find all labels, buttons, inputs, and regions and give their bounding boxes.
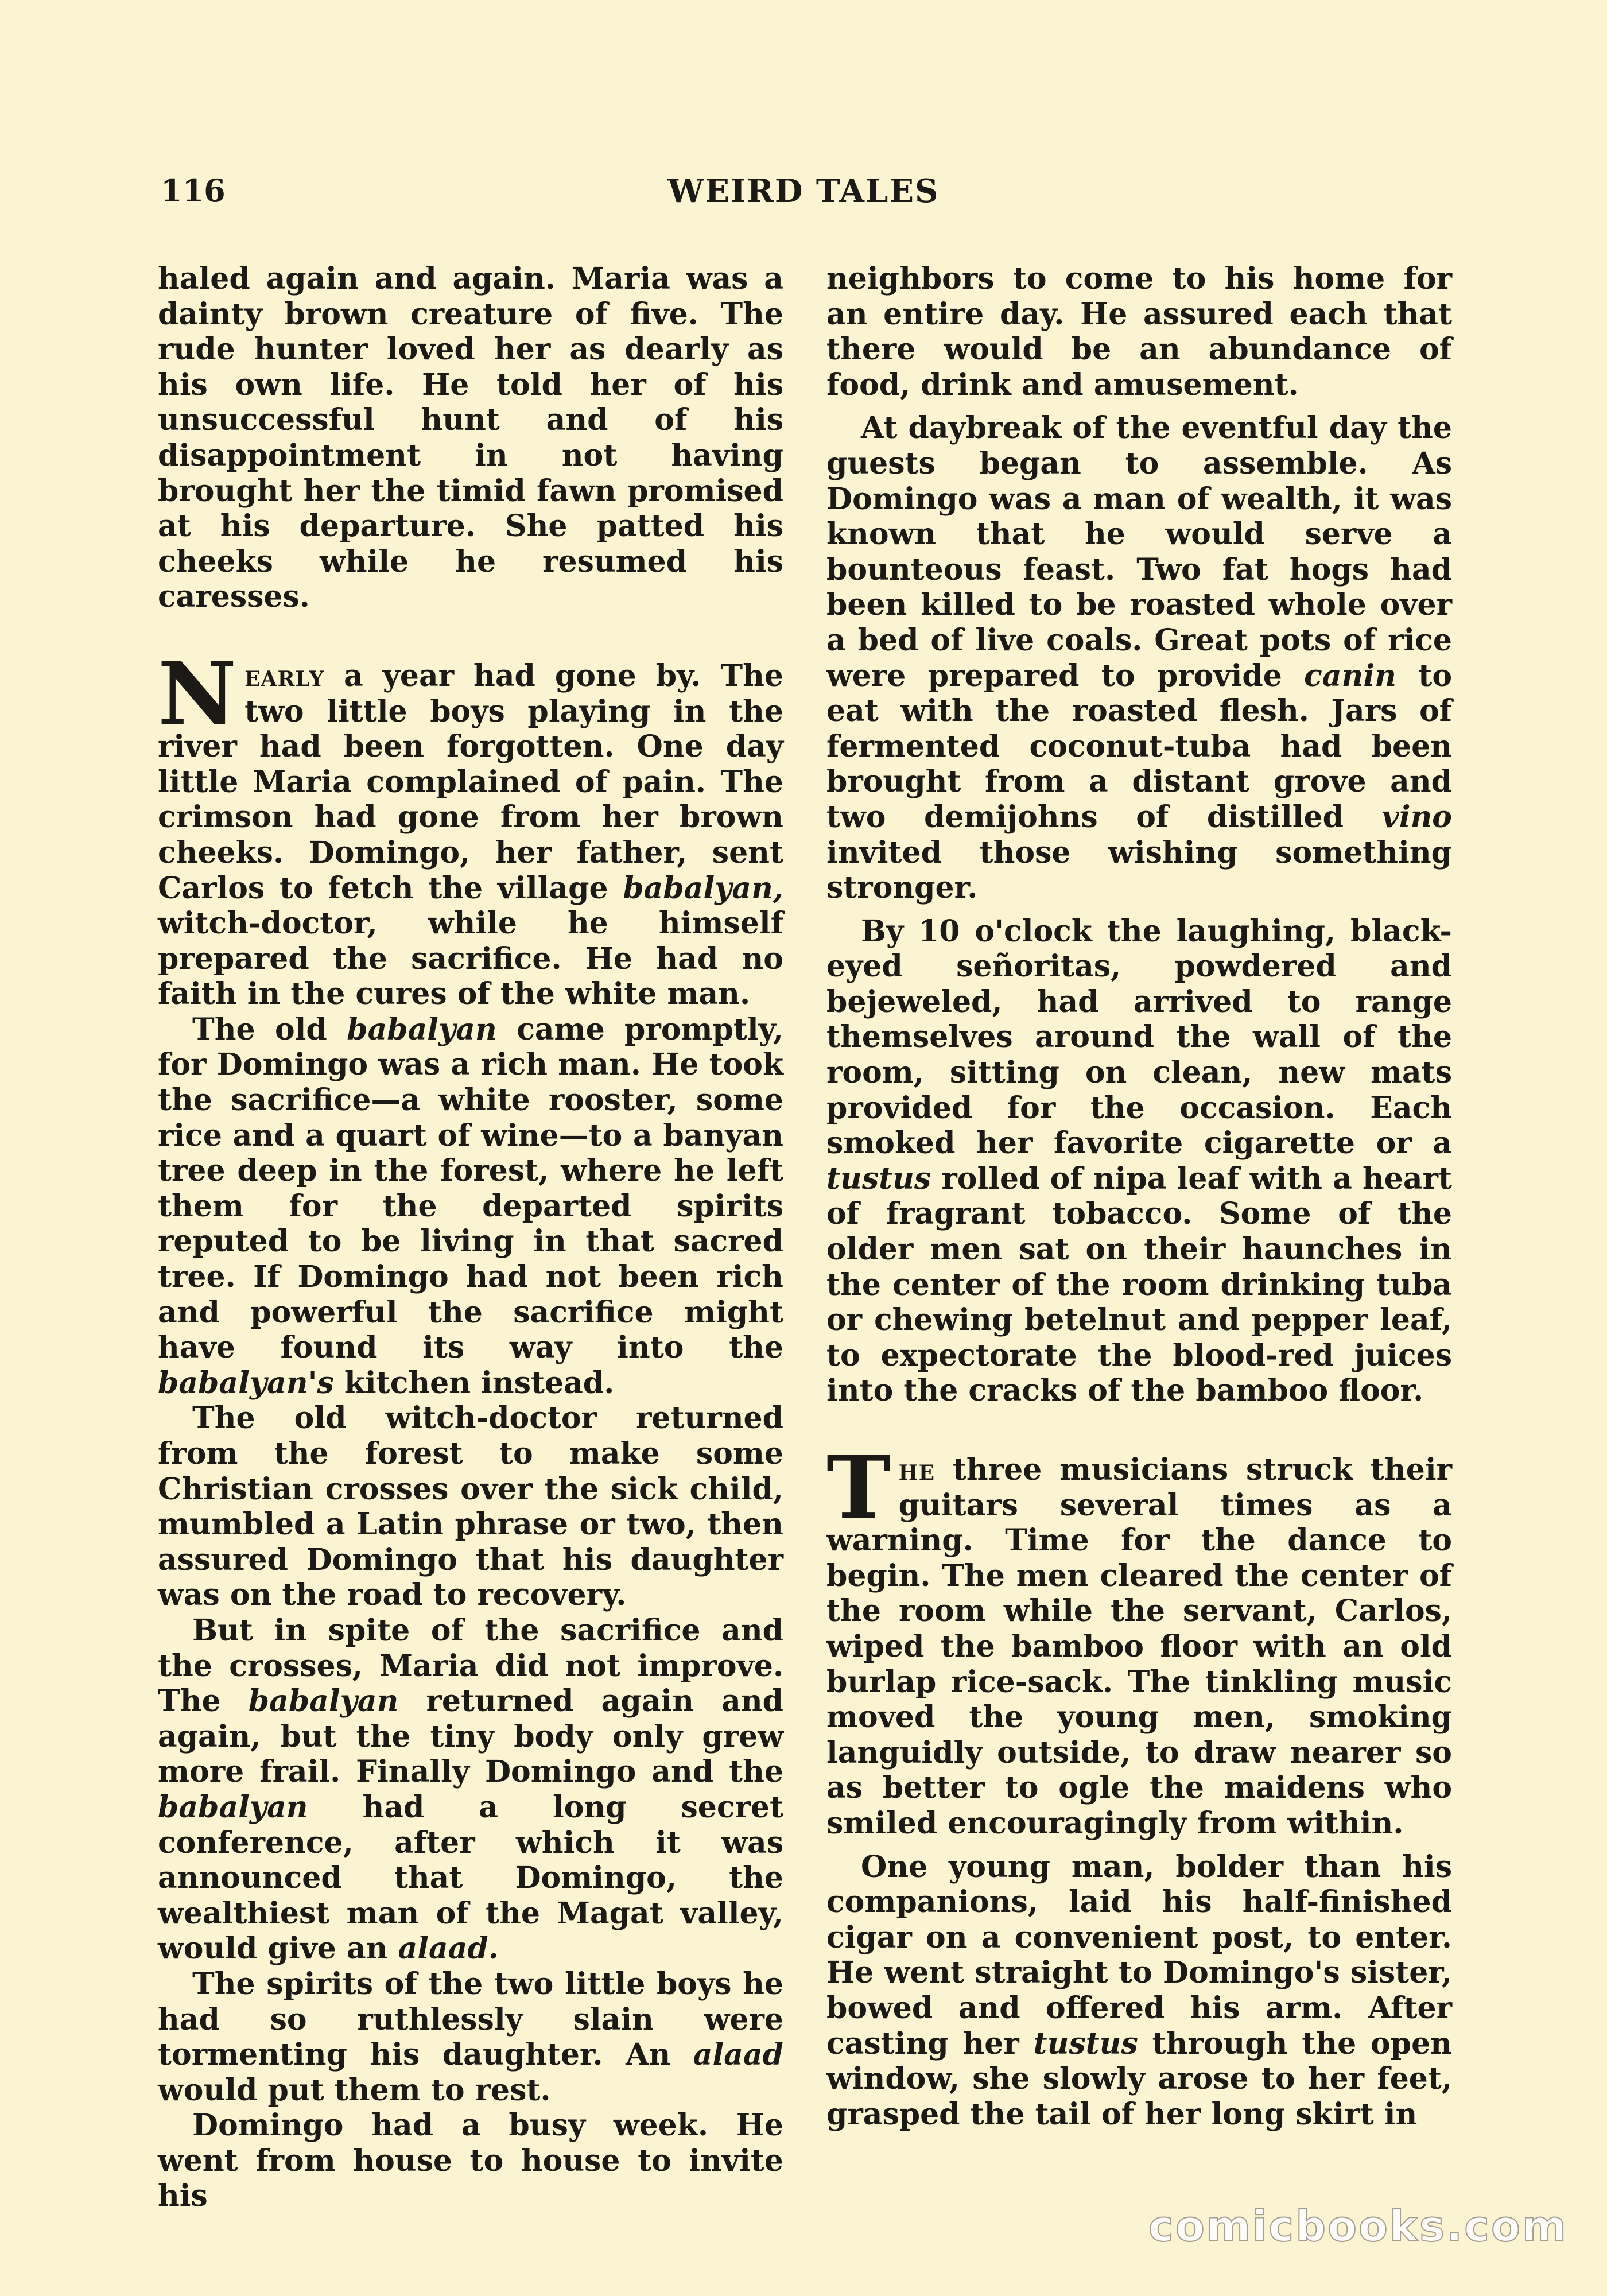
text-run: But in spite of the sacrifice and the crosses, Maria did not improve. The — [158, 1612, 783, 1719]
paragraph — [826, 410, 1452, 905]
page-header — [161, 172, 1446, 224]
italic-term: babalyan — [248, 1684, 399, 1719]
paragraph: Domingo had a busy week. He went from house to house to invite his — [158, 2108, 783, 2214]
text-run: to eat with the roasted flesh. Jars of fermented coconut-tuba had been brought from a distant grove and two demijohns of distilled — [826, 658, 1452, 835]
text-run: The spirits of the two little boys he had so ruthlessly slain were tormenting his daughter. An — [158, 1966, 783, 2073]
italic-term: babalyan — [158, 1789, 308, 1825]
small-caps-lead: he — [898, 1452, 936, 1487]
italic-term: babalyan's — [158, 1365, 334, 1401]
italic-term: tustus — [826, 1161, 931, 1196]
text-run: would put them to rest. — [158, 2072, 551, 2108]
page-number: 116 — [161, 172, 226, 209]
text-run: three musicians struck their guitars several times as a warning. Time for the dance to begin. The men cleared the center of the room while the servant, Carlos, wiped the bamboo floor with an old burlap rice-sack. The tinkling music moved the young men, smoking languidly outside, to draw nearer so as better to ogle the maidens who smiled encouragingly from within. — [826, 1452, 1452, 1841]
watermark: comicbooks.com — [1148, 2202, 1568, 2251]
text-run: came promptly, for Domingo was a rich man. He took the sacrifice—a white rooster, some rice and a quart of wine—to a banyan tree deep in the forest, where he left them for the departed spirits reputed to be living in that sacred tree. If Domingo had not been rich and powerful the sacrifice might have found its way into the — [158, 1011, 783, 1366]
drop-cap: N — [158, 643, 237, 744]
paragraph: neighbors to come to his home for an entire day. He assured each that there would be an abundance of food, drink and amusement. — [826, 261, 1452, 402]
text-run: At daybreak of the eventful day the guests began to assemble. As Domingo was a man of wealth, it was known that he would serve a bounteous feast. Two fat hogs had been killed to be roasted whole over a bed of live coals. Great pots of rice were prepared to provide — [826, 410, 1452, 693]
paragraph — [158, 1012, 783, 1401]
text-run: a year had gone by. The two little boys playing in the river had been forgotten. One day little Maria complained of pain. The crimson had gone from her brown cheeks. Domingo, her father, sent Carlos to fetch the village — [158, 658, 783, 906]
italic-term: tustus — [1033, 2026, 1138, 2061]
italic-term: canin — [1304, 658, 1396, 693]
small-caps-lead: early — [244, 658, 325, 693]
right-column — [826, 261, 1452, 2132]
italic-term: vino — [1381, 799, 1452, 835]
italic-term: alaad. — [398, 1931, 499, 1967]
paragraph — [158, 1967, 783, 2108]
paragraph: haled again and again. Maria was a dainty brown creature of five. The rude hunter loved her as dearly as his own life. He told her of his unsuccessful hunt and of his disappointment in not having brought her the timid fawn promised at his departure. She patted his cheeks while he resumed his caresses. — [158, 261, 783, 615]
paragraph — [826, 1849, 1452, 2132]
text-run: returned again and again, but the tiny body only grew more frail. Finally Domingo and the — [158, 1684, 783, 1790]
text-run: One young man, bolder than his companions, laid his half-finished cigar on a convenient post, to enter. He went straight to Domingo's sister, bowed and offered his arm. After casting her — [826, 1849, 1452, 2061]
section-start-paragraph — [158, 643, 783, 1012]
text-run: witch-doctor, while he himself prepared the sacrifice. He had no faith in the cures of the white man. — [158, 906, 783, 1012]
text-run: had a long secret conference, after which it was announced that Domingo, the wealthiest man of the Magat valley, would give an — [158, 1789, 783, 1967]
text-run: invited those wishing something stronger. — [826, 835, 1452, 906]
section-start-paragraph — [826, 1437, 1452, 1841]
text-run: through the open window, she slowly arose to her feet, grasped the tail of her long skirt in — [826, 2026, 1452, 2132]
left-column — [158, 261, 783, 2214]
italic-term: alaad — [693, 2037, 783, 2073]
text-run: rolled of nipa leaf with a heart of fragrant tobacco. Some of the older men sat on their haunches in the center of the room drinking tuba or chewing betelnut and pepper leaf, to expectorate the blood-red juices into the cracks of the bamboo floor. — [826, 1161, 1452, 1409]
italic-term: babalyan — [347, 1011, 497, 1047]
text-run: By 10 o'clock the laughing, black-eyed señoritas, powdered and bejeweled, had arrived to range themselves around the wall of the room, sitting on clean, new mats provided for the occasion. Each smoked her favorite cigarette or a — [826, 913, 1452, 1161]
paragraph: The old witch-doctor returned from the forest to make some Christian crosses over the sick child, mumbled a Latin phrase or two, then assured Domingo that his daughter was on the road to recovery. — [158, 1401, 783, 1613]
text-run: The old — [192, 1011, 347, 1047]
italic-term: babalyan, — [623, 870, 783, 906]
paragraph — [826, 914, 1452, 1409]
running-title: WEIRD TALES — [667, 172, 940, 210]
paragraph — [158, 1613, 783, 1967]
text-run: kitchen instead. — [333, 1365, 615, 1401]
drop-cap: T — [826, 1437, 891, 1538]
